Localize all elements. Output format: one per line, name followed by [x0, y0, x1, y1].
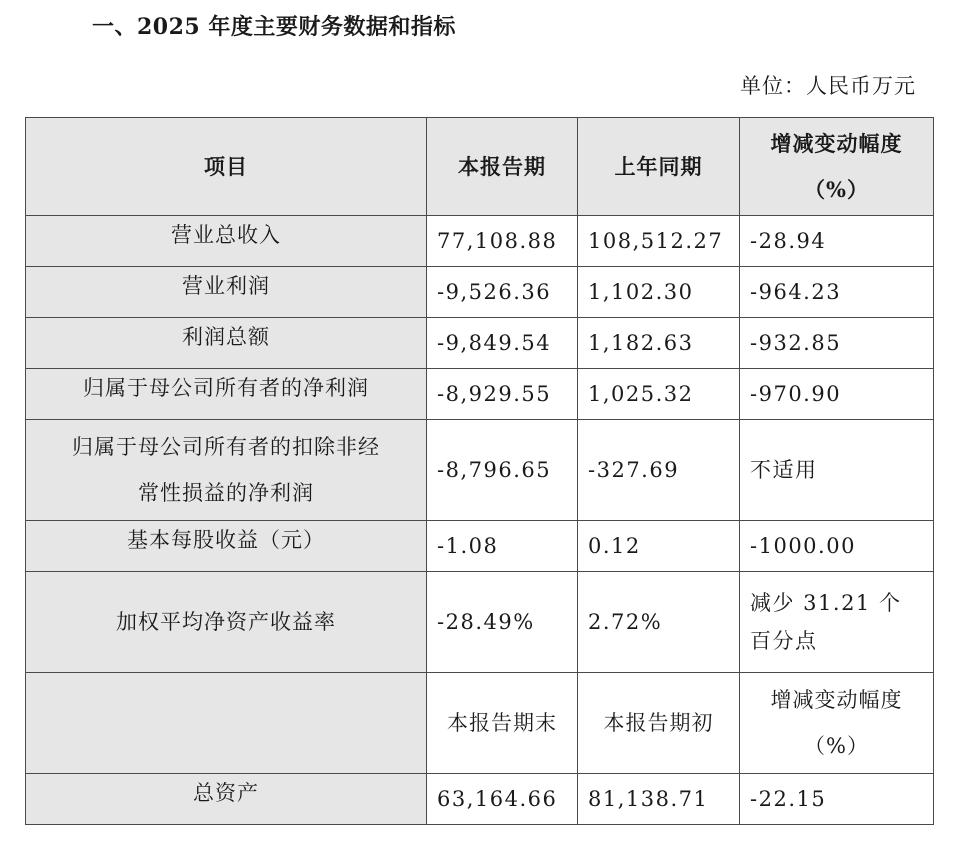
row-begin-value: 81,138.71	[578, 774, 740, 825]
table-row	[26, 572, 934, 673]
balance-header-row	[26, 673, 934, 774]
header-change-rate-line1: 增减变动幅度	[770, 130, 903, 156]
table-row	[26, 267, 934, 318]
row-current-value: 77,108.88	[427, 216, 578, 267]
row-item-label-line2: 常性损益的净利润	[138, 481, 314, 505]
table-row	[26, 420, 934, 521]
row-prior-value: 2.72%	[578, 572, 740, 673]
row-prior-value: 108,512.27	[578, 216, 740, 267]
row-prior-value: 1,025.32	[578, 369, 740, 420]
row-change-value-line1: 减少 31.21 个	[750, 591, 902, 615]
row-item-label: 基本每股收益（元）	[26, 521, 427, 572]
balance-header-change-rate-line1: 增减变动幅度	[770, 688, 903, 712]
table-header-row	[26, 118, 934, 216]
table-row	[26, 369, 934, 420]
header-prior-period: 上年同期	[578, 118, 740, 216]
row-change-value: -22.15	[740, 774, 934, 825]
row-item-label: 营业总收入	[26, 216, 427, 267]
row-current-value: -8,796.65	[427, 420, 578, 521]
row-change-value: -1000.00	[740, 521, 934, 572]
row-change-value: -964.23	[740, 267, 934, 318]
header-item: 项目	[26, 118, 427, 216]
balance-header-item	[26, 673, 427, 774]
row-current-value: -9,849.54	[427, 318, 578, 369]
row-prior-value: 1,102.30	[578, 267, 740, 318]
row-item-label: 营业利润	[26, 267, 427, 318]
row-change-value-line2: 百分点	[750, 629, 818, 653]
row-item-label: 加权平均净资产收益率	[26, 572, 427, 673]
row-item-label-line1: 归属于母公司所有者的扣除非经	[72, 435, 380, 459]
row-current-value: -9,526.36	[427, 267, 578, 318]
row-change-value: -28.94	[740, 216, 934, 267]
header-change-rate	[740, 118, 934, 216]
unit-label: 单位：人民币万元	[740, 74, 916, 98]
row-change-value	[740, 572, 934, 673]
row-prior-value: 1,182.63	[578, 318, 740, 369]
header-current-period: 本报告期	[427, 118, 578, 216]
row-prior-value: -327.69	[578, 420, 740, 521]
header-period-end: 本报告期末	[427, 673, 578, 774]
table-row	[26, 318, 934, 369]
row-current-value: -8,929.55	[427, 369, 578, 420]
balance-header-change-rate-line2: （%）	[804, 734, 869, 758]
row-current-value: -1.08	[427, 521, 578, 572]
row-change-value: -932.85	[740, 318, 934, 369]
section-heading: 一、2025 年度主要财务数据和指标	[92, 14, 456, 40]
header-change-rate-line2: （%）	[804, 176, 869, 202]
header-period-begin: 本报告期初	[578, 673, 740, 774]
row-current-value: -28.49%	[427, 572, 578, 673]
row-prior-value: 0.12	[578, 521, 740, 572]
row-item-label: 总资产	[26, 774, 427, 825]
table-row	[26, 521, 934, 572]
row-item-label: 归属于母公司所有者的净利润	[26, 369, 427, 420]
table-row	[26, 774, 934, 825]
row-change-value: 不适用	[740, 420, 934, 521]
balance-header-change-rate	[740, 673, 934, 774]
table-row	[26, 216, 934, 267]
row-item-label	[26, 420, 427, 521]
row-end-value: 63,164.66	[427, 774, 578, 825]
row-change-value: -970.90	[740, 369, 934, 420]
row-item-label: 利润总额	[26, 318, 427, 369]
financial-data-table	[25, 117, 934, 825]
